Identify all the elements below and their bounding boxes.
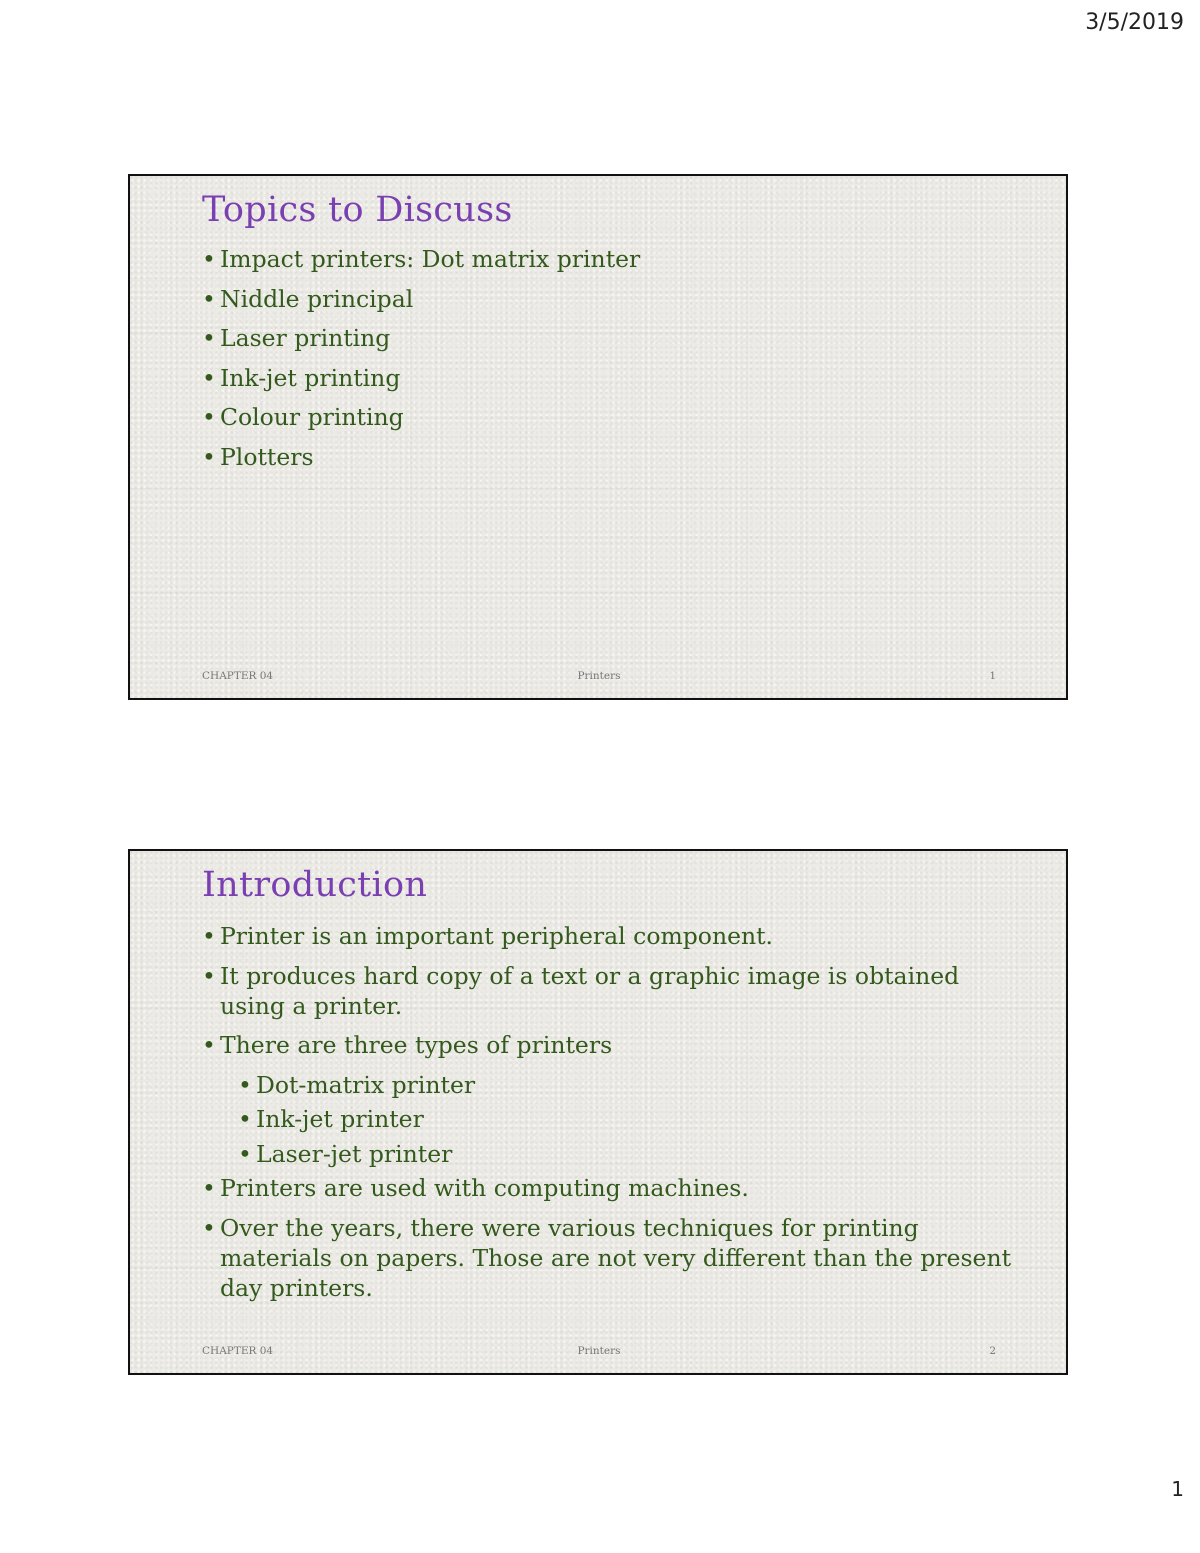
bullet-item: • Ink-jet printing — [202, 363, 1022, 393]
footer-topic: Printers — [577, 1345, 621, 1357]
bullet-item: • Printer is an important peripheral component. — [202, 921, 1022, 951]
slide-footer — [202, 1343, 996, 1357]
footer-slide-number: 1 — [989, 670, 996, 682]
footer-chapter: CHAPTER 04 — [202, 1345, 274, 1357]
footer-slide-number: 2 — [989, 1345, 996, 1357]
page-number: 1 — [1171, 1477, 1184, 1501]
bullet-list — [202, 244, 1022, 481]
footer-chapter: CHAPTER 04 — [202, 670, 274, 682]
page-date: 3/5/2019 — [1085, 10, 1184, 35]
sub-bullet-item: • Dot-matrix printer — [238, 1070, 1022, 1100]
slide-title: Topics to Discuss — [202, 190, 513, 230]
bullet-item: • Over the years, there were various techniques for printing materials on papers. Those are not very different than the present day printers. — [202, 1213, 1022, 1303]
slide-title: Introduction — [202, 865, 428, 905]
bullet-item: • There are three types of printers — [202, 1030, 1022, 1060]
slide-1 — [128, 174, 1068, 700]
bullet-list — [202, 921, 1022, 1312]
bullet-item: • Niddle principal — [202, 284, 1022, 314]
footer-topic: Printers — [577, 670, 621, 682]
bullet-item: • It produces hard copy of a text or a graphic image is obtained using a printer. — [202, 961, 1022, 1021]
bullet-item: • Printers are used with computing machines. — [202, 1173, 1022, 1203]
bullet-item: • Impact printers: Dot matrix printer — [202, 244, 1022, 274]
slide-2 — [128, 849, 1068, 1375]
bullet-item: • Laser printing — [202, 323, 1022, 353]
bullet-item: • Plotters — [202, 442, 1022, 472]
slide-footer — [202, 668, 996, 682]
bullet-item: • Colour printing — [202, 402, 1022, 432]
sub-bullet-item: • Ink-jet printer — [238, 1104, 1022, 1134]
sub-bullet-item: • Laser-jet printer — [238, 1139, 1022, 1169]
